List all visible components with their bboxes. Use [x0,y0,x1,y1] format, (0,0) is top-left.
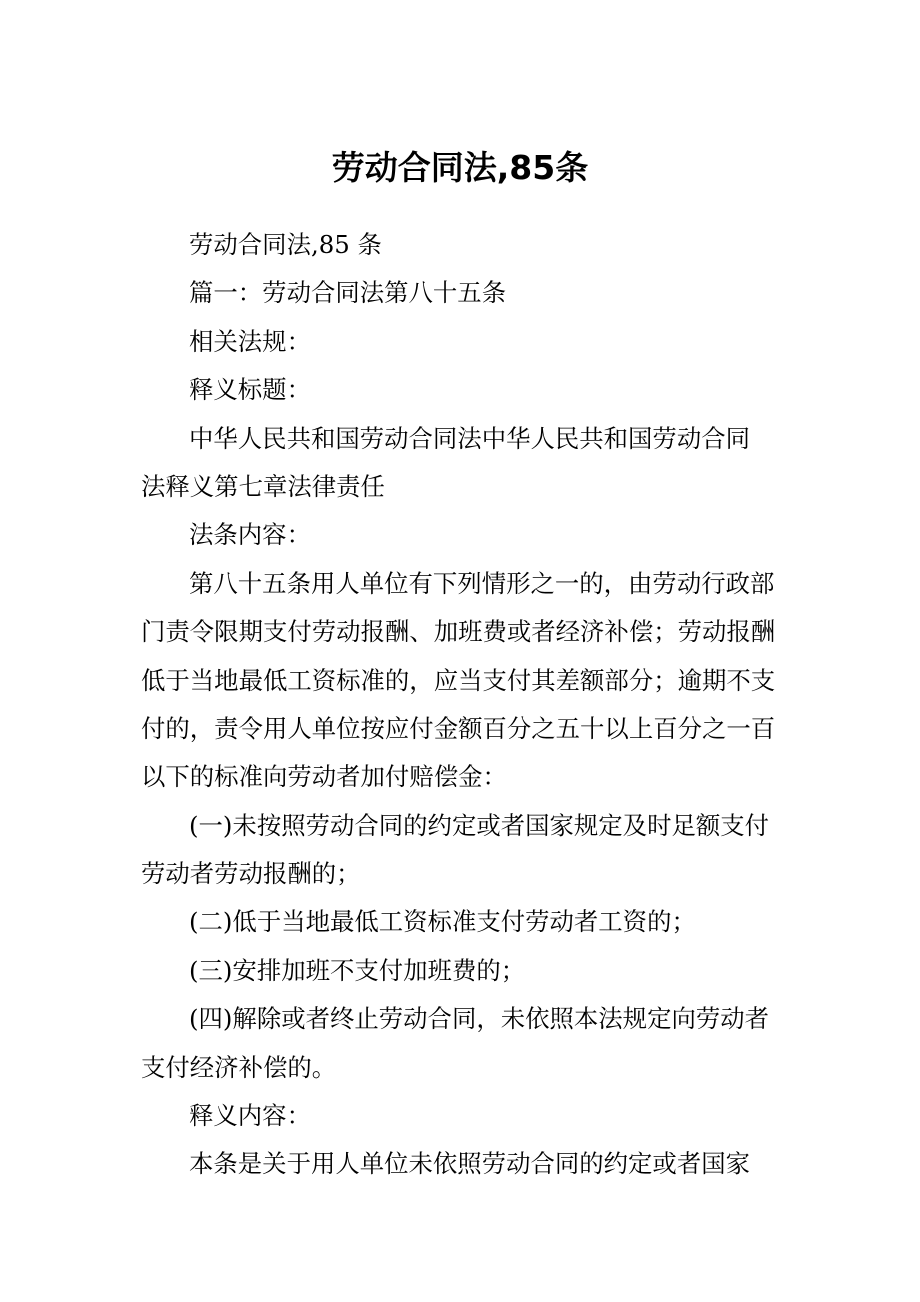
text-line: 付的，责令用人单位按应付金额百分之五十以上百分之一百 [141,713,776,743]
text-line: 释义标题： [189,375,311,405]
text-line: 本条是关于用人单位未依照劳动合同的约定或者国家 [189,1149,750,1179]
text-line: 中华人民共和国劳动合同法中华人民共和国劳动合同 [189,423,750,453]
text-line: 以下的标准向劳动者加付赔偿金： [141,762,507,792]
text-line: 第八十五条用人单位有下列情形之一的，由劳动行政部 [189,568,775,598]
text-line: 释义内容： [189,1101,311,1131]
list-item: (一)未按照劳动合同的约定或者国家规定及时足额支付 [189,810,770,840]
text-line: 劳动者劳动报酬的； [141,859,361,889]
document-body [141,221,801,1189]
section-heading: 篇一：劳动合同法第八十五条 [189,278,507,308]
list-item: (四)解除或者终止劳动合同，未依照本法规定向劳动者 [189,1004,770,1034]
text-line: 支付经济补偿的。 [141,1052,337,1082]
document-title: 劳动合同法,85条 [331,148,589,187]
text-line: 法条内容： [189,520,311,550]
list-item: (二)低于当地最低工资标准支付劳动者工资的； [189,907,696,937]
text-line: 法释义第七章法律责任 [141,471,385,501]
list-item: (三)安排加班不支付加班费的； [189,955,526,985]
text-line: 低于当地最低工资标准的，应当支付其差额部分；逾期不支 [141,665,776,695]
text-line: 门责令限期支付劳动报酬、加班费或者经济补偿；劳动报酬 [141,617,776,647]
text-line: 劳动合同法,85 条 [189,230,382,259]
text-line: 相关法规： [189,326,311,356]
